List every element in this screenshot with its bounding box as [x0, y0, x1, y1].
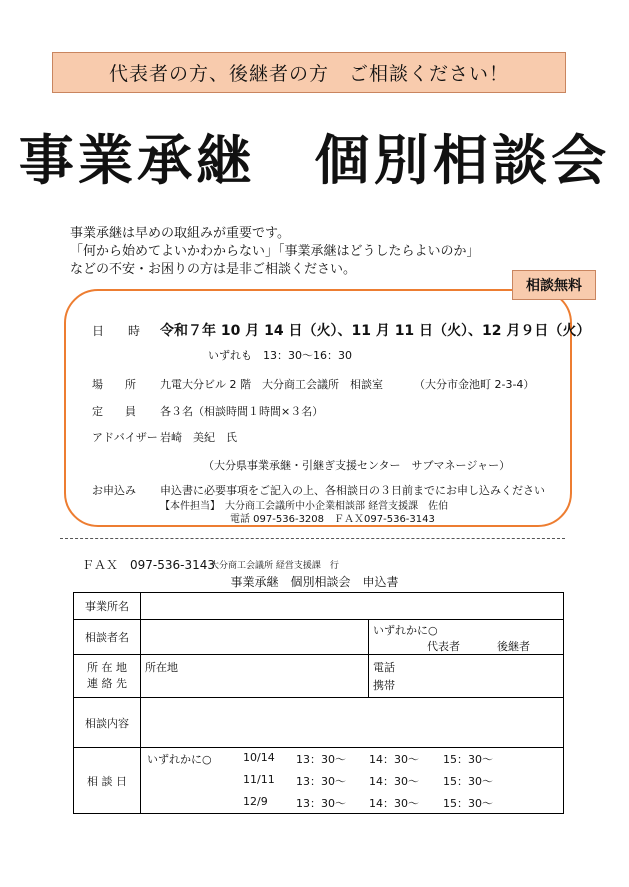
contact-label: 連 絡 先: [87, 677, 127, 690]
address-field-label: 所在地: [145, 661, 178, 674]
apply-label: お申込み: [92, 484, 136, 497]
slot-2-1[interactable]: 13：30～: [296, 775, 346, 788]
free-consultation-badge: [512, 270, 596, 300]
phone-input-cell[interactable]: [369, 655, 564, 698]
headline-banner: [52, 52, 566, 93]
table-row: [74, 620, 564, 655]
role-representative[interactable]: 代表者: [427, 640, 460, 653]
advisor-name: 岩崎 美紀 氏: [160, 431, 237, 444]
date-option-1[interactable]: 10/14: [243, 751, 275, 764]
table-row: [74, 698, 564, 748]
form-title: 事業承継 個別相談会 申込書: [230, 575, 399, 589]
person-name-input[interactable]: [141, 620, 369, 655]
banner-text: 代表者の方、後継者の方 ご相談ください！: [108, 63, 509, 85]
slot-1-2[interactable]: 14：30～: [369, 753, 419, 766]
role-successor[interactable]: 後継者: [497, 640, 530, 653]
date-choose-one: いずれかに○: [147, 753, 212, 766]
event-time: いずれも 13：30～16：30: [208, 349, 352, 362]
place-label: 場 所: [92, 378, 136, 391]
table-row: [74, 655, 564, 698]
date-choice-cell[interactable]: [141, 748, 564, 814]
slot-2-2[interactable]: 14：30～: [369, 775, 419, 788]
address-input[interactable]: [141, 655, 369, 698]
contact-numbers: 電話 097-536-3208 ＦＡＸ097-536-3143: [230, 514, 435, 525]
datetime-label: 日 時: [92, 324, 141, 338]
intro-line-2: 「何から始めてよいかわからない」「事業承継はどうしたらよいのか」: [70, 244, 480, 259]
slot-3-3[interactable]: 15：30～: [443, 797, 493, 810]
date-option-3[interactable]: 12/9: [243, 795, 268, 808]
place-value: 九電大分ビル 2 階 大分商工会議所 相談室: [160, 378, 383, 391]
intro-line-1: 事業承継は早めの取組みが重要です。: [70, 226, 290, 241]
capacity-label: 定 員: [92, 405, 136, 418]
table-row: [74, 593, 564, 620]
address-contact-label: [74, 655, 141, 698]
person-label: 相談者名: [74, 620, 141, 655]
apply-instructions: 申込書に必要事項をご記入の上、各相談日の３日前までにお申し込みください: [160, 484, 545, 497]
mobile-field-label: 携帯: [373, 679, 395, 692]
phone-field-label: 電話: [373, 661, 395, 674]
slot-1-1[interactable]: 13：30～: [296, 753, 346, 766]
free-badge-label: 相談無料: [526, 278, 582, 294]
slot-3-1[interactable]: 13：30～: [296, 797, 346, 810]
role-choose-one: いずれかに○: [373, 624, 438, 637]
slot-1-3[interactable]: 15：30～: [443, 753, 493, 766]
table-row: [74, 748, 564, 814]
slot-3-2[interactable]: 14：30～: [369, 797, 419, 810]
cut-line-divider: [60, 538, 565, 539]
company-input[interactable]: [141, 593, 564, 620]
place-address: （大分市金池町 2-3-4）: [414, 378, 535, 391]
capacity-value: 各３名（相談時間１時間×３名）: [160, 405, 324, 418]
fax-destination: 大分商工会議所 経営支援課 行: [210, 561, 339, 571]
slot-2-3[interactable]: 15：30～: [443, 775, 493, 788]
content-input[interactable]: [141, 698, 564, 748]
event-dates: 令和７年 10 月 14 日（火）、11 月 11 日（火）、12 月９日（火）: [160, 323, 591, 339]
role-choice-cell[interactable]: [369, 620, 564, 655]
date-option-2[interactable]: 11/11: [243, 773, 275, 786]
address-label: 所 在 地: [87, 661, 127, 674]
company-label: 事業所名: [74, 593, 141, 620]
page-title: 事業承継 個別相談会: [18, 129, 611, 192]
contact-person: 【本件担当】 大分商工会議所中小企業相談部 経営支援課 佐伯: [160, 501, 449, 512]
date-label: 相 談 日: [74, 748, 141, 814]
advisor-organization: （大分県事業承継・引継ぎ支援センター サブマネージャー）: [203, 459, 511, 472]
fax-number: ＦＡＸ 097-536-3143: [82, 558, 216, 572]
content-label: 相談内容: [74, 698, 141, 748]
intro-line-3: などの不安・お困りの方は是非ご相談ください。: [70, 262, 357, 277]
application-form-table: [73, 592, 564, 814]
advisor-label: アドバイザー: [92, 431, 158, 444]
